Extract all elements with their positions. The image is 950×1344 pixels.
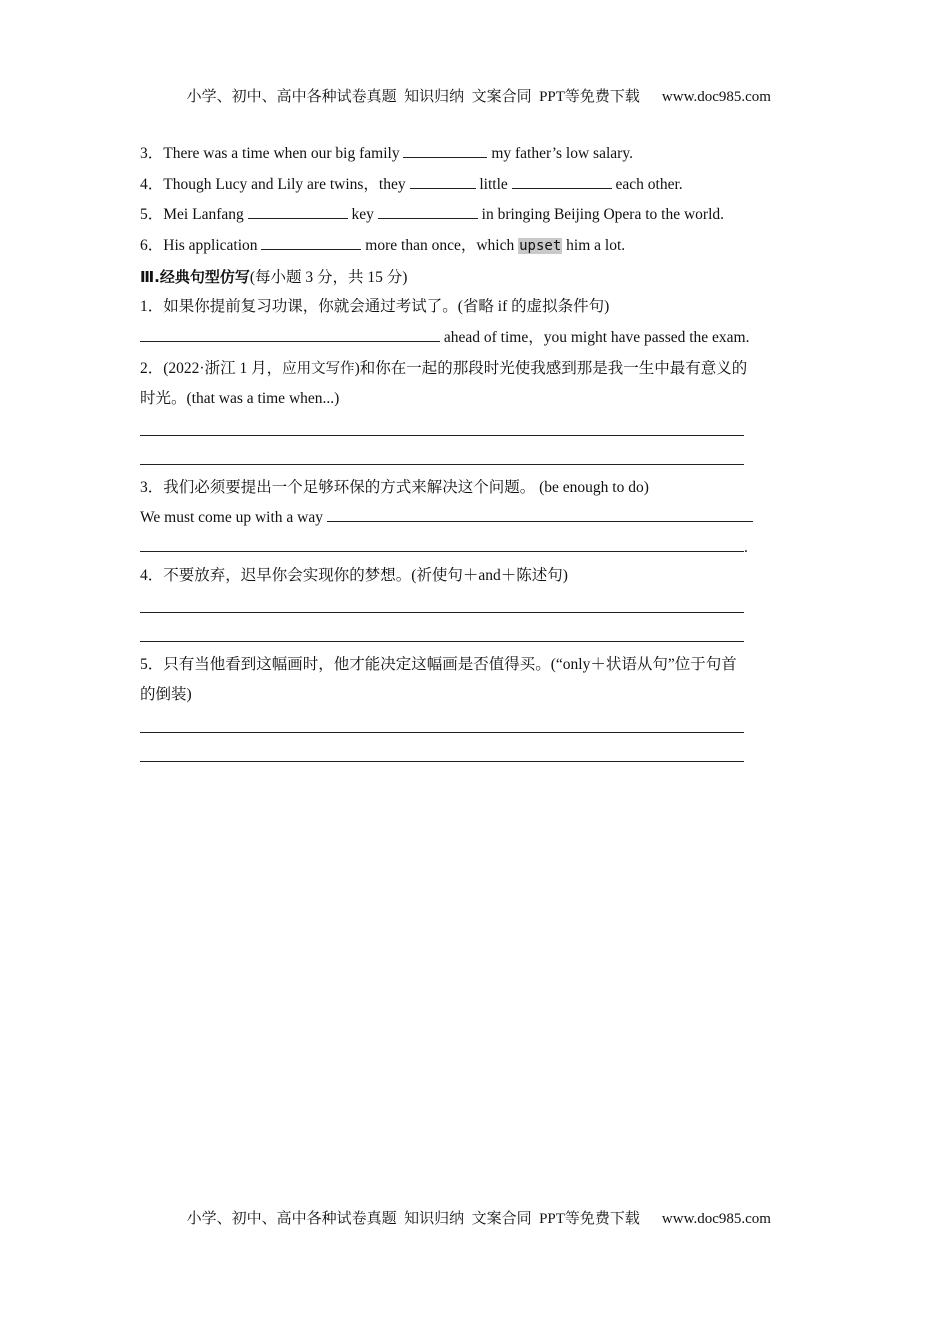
- prompt-part: 2．(2022·浙江 1 月，: [140, 360, 283, 377]
- answer-line[interactable]: [140, 612, 744, 613]
- question-number: 5．: [140, 206, 164, 223]
- answer-line[interactable]: [140, 464, 744, 465]
- prompt-part: )和你在一起的那段时光使我感到那是我一生中最有意义的: [354, 360, 748, 377]
- answer-line[interactable]: [140, 435, 744, 436]
- answer-blank[interactable]: [327, 507, 753, 522]
- answer-blank[interactable]: [512, 174, 612, 189]
- answer-blank[interactable]: [403, 143, 487, 158]
- question-text: little: [475, 176, 512, 193]
- answer-blank[interactable]: [410, 174, 476, 189]
- translate-q3-answer-line1: [140, 507, 753, 529]
- answer-lead-text: We must come up with a way: [140, 509, 327, 526]
- translate-q4-prompt: 4．不要放弃，迟早你会实现你的梦想。(祈使句＋and＋陈述句): [140, 567, 568, 584]
- section-title: Ⅲ.经典句型仿写: [140, 268, 250, 286]
- translate-q2-prompt: [140, 358, 747, 380]
- footer-text: 小学、初中、高中各种试卷真题 知识归纳 文案合同 PPT等免费下载: [186, 1211, 640, 1227]
- highlighted-word: upset: [519, 238, 562, 254]
- translate-q5-prompt: 5．只有当他看到这幅画时，他才能决定这幅画是否值得买。(“only＋状语从句”位于句首: [140, 656, 737, 673]
- page-footer: [0, 1190, 950, 1228]
- answer-line[interactable]: [140, 761, 744, 762]
- translate-q3-answer-line2: [140, 537, 748, 559]
- header-text: 小学、初中、高中各种试卷真题 知识归纳 文案合同 PPT等免费下载: [186, 89, 640, 105]
- question-text: him a lot.: [562, 237, 626, 254]
- question-4: [140, 174, 683, 196]
- question-text: my father’s low salary.: [487, 145, 633, 162]
- translate-q2-prompt-line2: 时光。(that was a time when...): [140, 390, 340, 407]
- question-6: [140, 235, 625, 257]
- page-header: [0, 68, 950, 106]
- question-number: 6．: [140, 237, 164, 254]
- question-text: His application: [163, 237, 262, 254]
- prompt-part: 应用文写作: [282, 361, 355, 377]
- question-5: [140, 204, 724, 226]
- question-number: 3．: [140, 145, 164, 162]
- header-site: www.doc985.com: [661, 89, 771, 105]
- question-text: each other.: [611, 176, 683, 193]
- question-text: in bringing Beijing Opera to the world.: [477, 206, 725, 223]
- question-text: Mei Lanfang: [163, 206, 248, 223]
- question-text: more than once，which: [361, 237, 519, 254]
- translate-q3-prompt: 3．我们必须要提出一个足够环保的方式来解决这个问题。 (be enough to do): [140, 479, 649, 496]
- section-note: (每小题 3 分，共 15 分): [249, 269, 408, 286]
- question-3: [140, 143, 633, 165]
- answer-blank[interactable]: [261, 235, 361, 250]
- question-text: Though Lucy and Lily are twins，they: [163, 176, 410, 193]
- answer-line[interactable]: [140, 732, 744, 733]
- question-number: 4．: [140, 176, 164, 193]
- translate-q1-answer-line: [140, 327, 749, 349]
- translate-q1-prompt: 1．如果你提前复习功课，你就会通过考试了。(省略 if 的虚拟条件句): [140, 298, 610, 315]
- answer-end-punct: .: [744, 539, 748, 556]
- answer-blank[interactable]: [378, 204, 478, 219]
- answer-tail-text: ahead of time，you might have passed the exam.: [440, 329, 750, 346]
- answer-blank[interactable]: [248, 204, 348, 219]
- answer-blank[interactable]: [140, 537, 744, 552]
- section-heading: [140, 266, 407, 289]
- answer-line[interactable]: [140, 641, 744, 642]
- footer-site: www.doc985.com: [661, 1211, 771, 1227]
- question-text: key: [347, 206, 378, 223]
- question-text: There was a time when our big family: [163, 145, 404, 162]
- translate-q5-prompt-line2: 的倒装): [140, 686, 192, 703]
- answer-blank[interactable]: [140, 327, 440, 342]
